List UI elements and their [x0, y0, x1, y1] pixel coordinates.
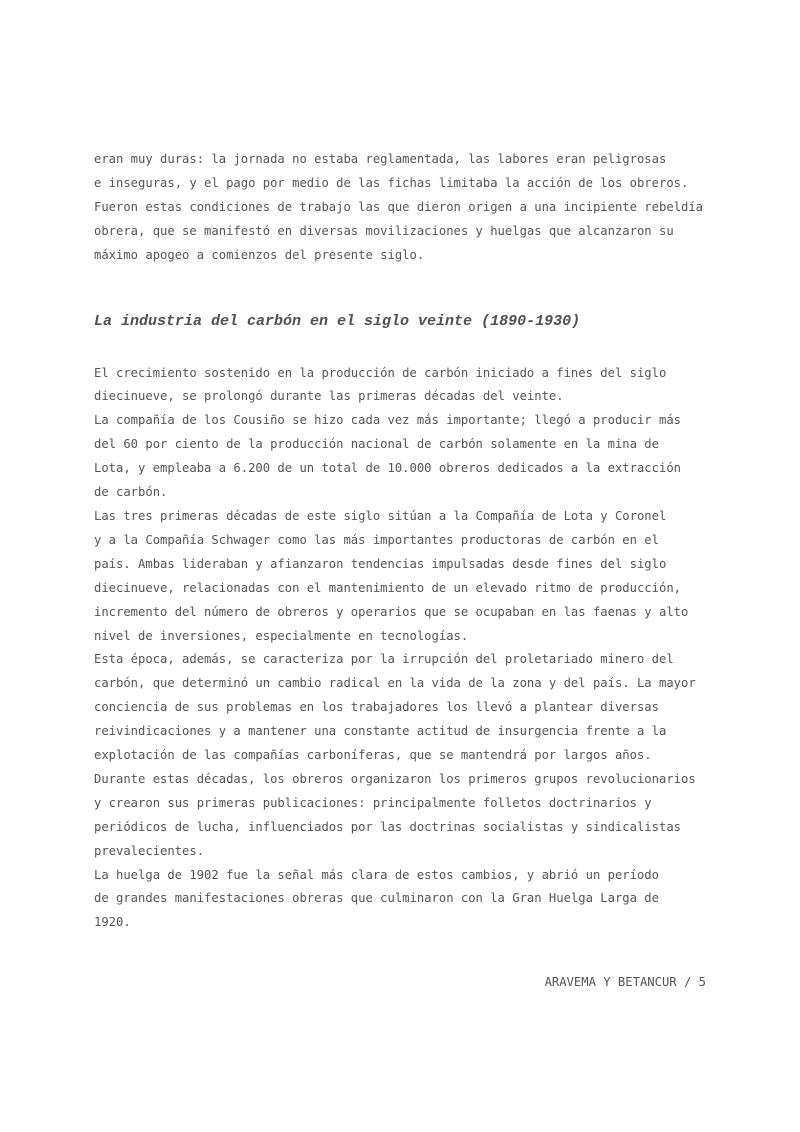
text-line: Las tres primeras décadas de este siglo sitúan a la Compañía de Lota y Coronel	[94, 508, 667, 523]
text-line: obrera, que se manifestó en diversas movilizaciones y huelgas que alcanzaron su	[94, 223, 674, 238]
page-content	[94, 148, 710, 935]
text-line: 1920.	[94, 915, 131, 930]
text-line: y a la Compañía Schwager como las más importantes productoras de carbón en el	[94, 532, 659, 547]
text-line: país. Ambas lideraban y afianzaron tendencias impulsadas desde fines del siglo	[94, 556, 667, 571]
text-line: Lota, y empleaba a 6.200 de un total de 10.000 obreros dedicados a la extracción	[94, 461, 681, 476]
text-line: nivel de inversiones, especialmente en tecnologías.	[94, 628, 469, 643]
intro-paragraph	[94, 148, 710, 268]
text-line: Fueron estas condiciones de trabajo las que dieron origen a una incipiente rebeldía	[94, 199, 704, 214]
text-line: El crecimiento sostenido en la producción de carbón iniciado a fines del siglo	[94, 365, 667, 380]
text-line: de carbón.	[94, 485, 168, 500]
page-footer: ARAVEMA Y BETANCUR / 5	[544, 975, 706, 989]
text-line: Esta época, además, se caracteriza por la irrupción del proletariado minero del	[94, 652, 674, 667]
text-line: La huelga de 1902 fue la señal más clara de estos cambios, y abrió un período	[94, 867, 659, 882]
text-line: máximo apogeo a comienzos del presente siglo.	[94, 247, 425, 262]
text-line: del 60 por ciento de la producción nacional de carbón solamente en la mina de	[94, 437, 659, 452]
body-text	[94, 362, 710, 936]
section-title: La industria del carbón en el siglo veinte (1890-1930)	[94, 312, 581, 330]
text-line: incremento del número de obreros y operarios que se ocupaban en las faenas y alto	[94, 604, 689, 619]
text-line: prevalecientes.	[94, 843, 205, 858]
text-line: y crearon sus primeras publicaciones: principalmente folletos doctrinarios y	[94, 795, 652, 810]
text-line: diecinueve, se prolongó durante las primeras décadas del veinte.	[94, 389, 564, 404]
text-line: reivindicaciones y a mantener una constante actitud de insurgencia frente a la	[94, 724, 667, 739]
text-line: explotación de las compañías carboníferas, que se mantendrá por largos años.	[94, 748, 652, 763]
text-line: eran muy duras: la jornada no estaba reglamentada, las labores eran peligrosas	[94, 152, 667, 166]
text-line: e inseguras, y el pago por medio de las fichas limitaba la acción de los obreros.	[94, 175, 689, 190]
text-line: periódicos de lucha, influenciados por las doctrinas socialistas y sindicalistas	[94, 819, 681, 834]
text-line: Durante estas décadas, los obreros organizaron los primeros grupos revolucionarios	[94, 771, 696, 786]
text-line: La compañía de los Cousiño se hizo cada vez más importante; llegó a producir más	[94, 413, 681, 428]
text-line: de grandes manifestaciones obreras que culminaron con la Gran Huelga Larga de	[94, 891, 659, 906]
text-line: diecinueve, relacionadas con el mantenimiento de un elevado ritmo de producción,	[94, 580, 681, 595]
text-line: conciencia de sus problemas en los trabajadores los llevó a plantear diversas	[94, 700, 659, 715]
text-line: carbón, que determinó un cambio radical en la vida de la zona y del país. La mayor	[94, 676, 696, 691]
